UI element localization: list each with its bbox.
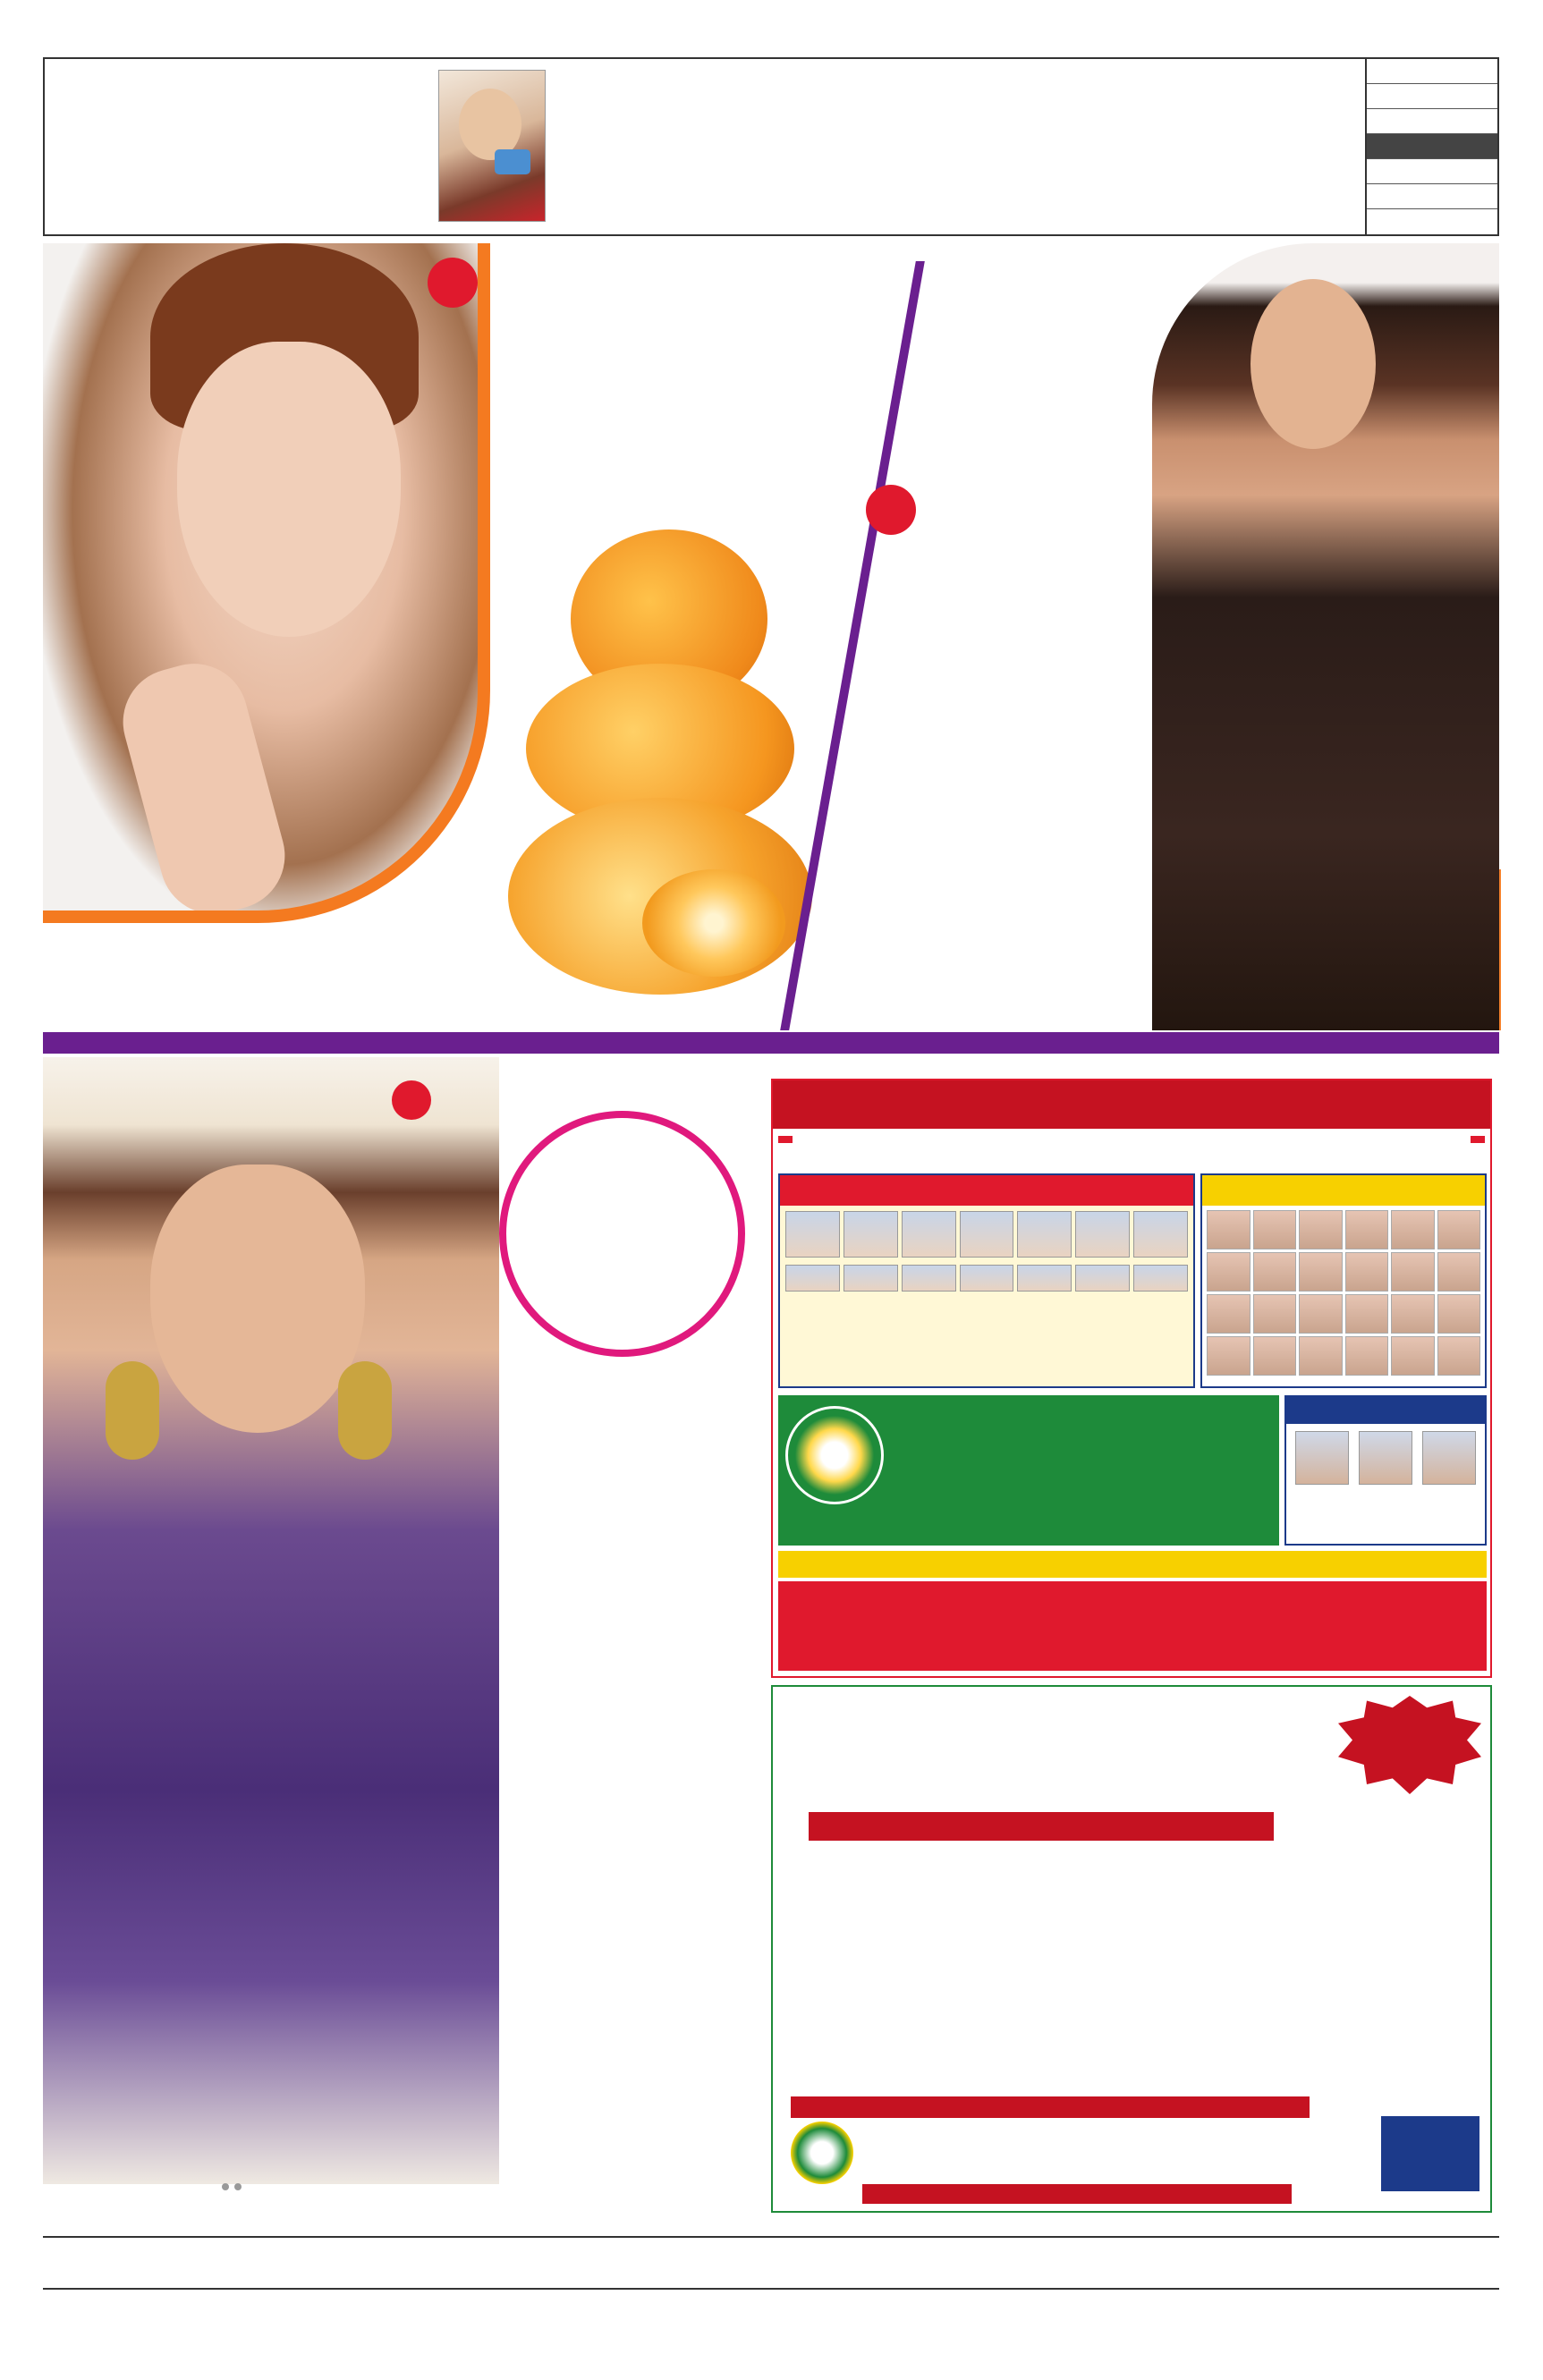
purple-bottom-bar (43, 1032, 1499, 1054)
for-admission-banner (791, 2096, 1310, 2118)
admission-open-badge (1338, 1696, 1481, 1794)
newspaper-logo[interactable] (52, 64, 419, 231)
deepika-article-col1 (392, 1080, 499, 1635)
orange-arc-frame (43, 243, 490, 923)
masthead (43, 57, 1499, 236)
iit-jee-box (1284, 1395, 1487, 1546)
asthma-article-text (562, 68, 1358, 229)
samantha-article-text (866, 485, 1206, 995)
deepika-headline-circle (499, 1111, 745, 1357)
school-emblem-icon (785, 1406, 884, 1504)
admission-tag-right (1471, 1136, 1485, 1143)
deepika-feature (43, 1057, 759, 2222)
imprint-footer (43, 2236, 1499, 2290)
admission-tag-left (778, 1136, 793, 1143)
orange-article-text (428, 258, 875, 535)
dropcap (866, 485, 916, 535)
deepika-article-col2 (490, 1366, 759, 2206)
baneeshree-advertisement[interactable] (771, 1685, 1492, 2213)
dropcap (392, 1080, 431, 1120)
page-info-box (1365, 59, 1497, 234)
carousel-dots (222, 2177, 276, 2186)
chse-title (780, 1175, 1193, 1206)
city-en (1367, 134, 1497, 159)
entrance-banner (778, 1551, 1487, 1578)
vidyarthee-advertisement[interactable] (771, 1079, 1492, 1678)
dropcap (428, 258, 478, 308)
orange-peel-photo (490, 529, 839, 1030)
science-banner (862, 2184, 1292, 2204)
chse-results-box (778, 1173, 1195, 1388)
first-class-badge (1381, 2116, 1479, 2191)
medical-results-box (1200, 1173, 1487, 1388)
baneeshree-logo-icon (791, 2122, 853, 2184)
school-banner (778, 1395, 1279, 1546)
city-odia (1367, 109, 1497, 134)
medical-title (1202, 1175, 1485, 1206)
medical-photo-grid (1202, 1206, 1485, 1380)
asthma-child-photo (438, 70, 546, 222)
contact-numbers (778, 1581, 1487, 1671)
iit-title (1286, 1397, 1485, 1424)
ad-headline (773, 1080, 1490, 1129)
page-number-odia (1367, 59, 1497, 84)
chse-photo-grid (780, 1206, 1193, 1263)
date-en (1367, 184, 1497, 209)
date-odia (1367, 159, 1497, 184)
page-number-en (1367, 84, 1497, 109)
results-2025-banner (809, 1812, 1274, 1841)
top-feature-section (43, 243, 1499, 1050)
inhaler-icon (495, 149, 530, 174)
